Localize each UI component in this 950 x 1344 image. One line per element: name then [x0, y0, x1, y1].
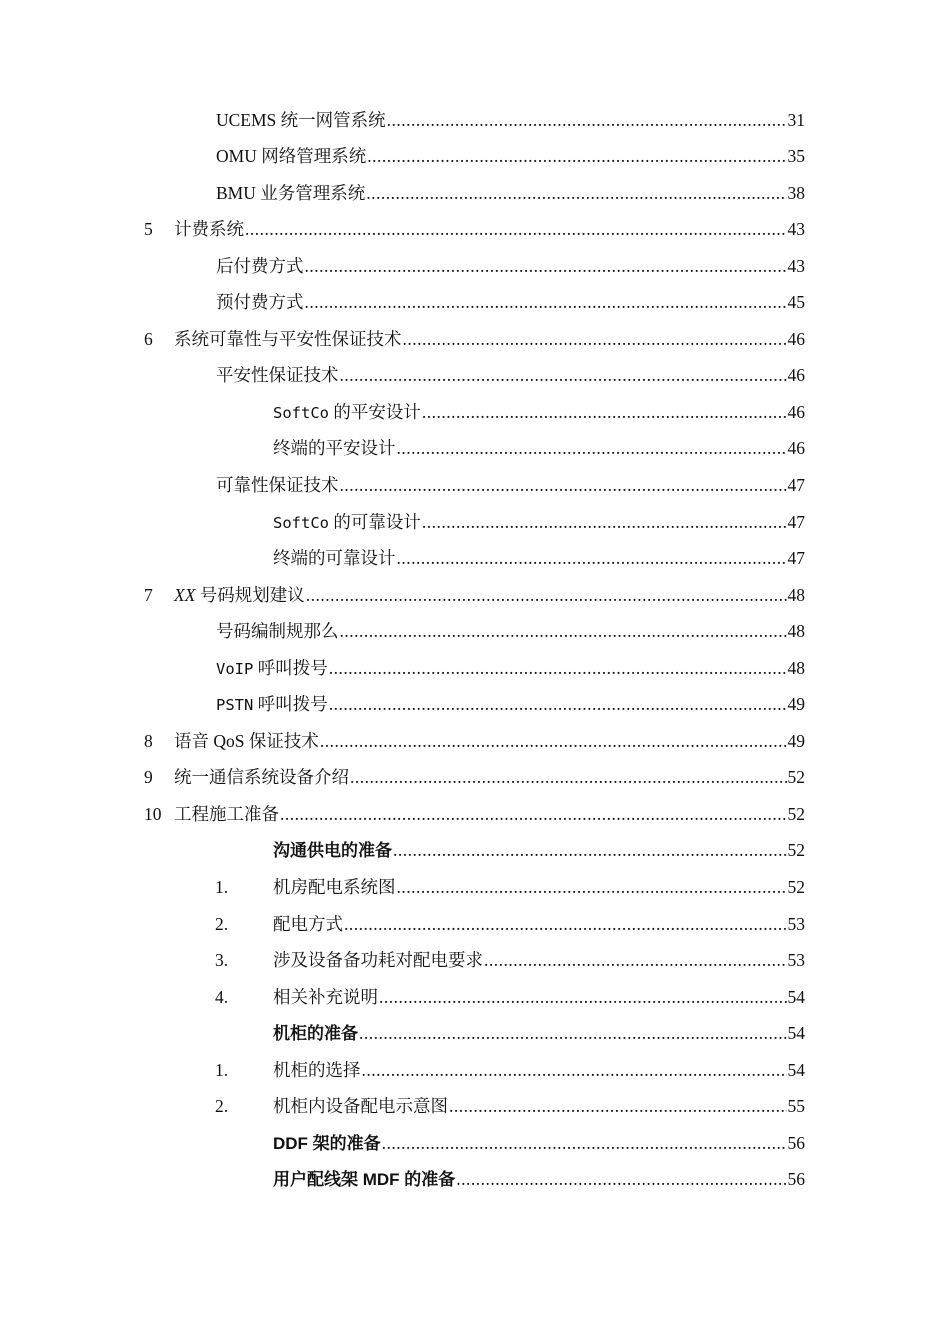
toc-entry-title-group — [273, 511, 421, 532]
toc-entry-title-group — [174, 584, 305, 605]
toc-entry-line — [273, 1171, 805, 1189]
toc-entry-number: 1. — [215, 877, 229, 897]
toc-entry-line — [273, 440, 805, 458]
toc-entry-title-group — [216, 294, 304, 312]
toc-entry-title-group — [174, 328, 402, 349]
toc-entry-title-group — [273, 842, 392, 859]
toc-entry-title-group — [174, 221, 244, 239]
toc-entry-title-group — [273, 550, 396, 568]
toc-page-number: 46 — [787, 438, 805, 459]
toc-entry-title: 号码规划建议 — [199, 584, 305, 605]
dot-leader — [344, 916, 787, 934]
toc-page-number: 52 — [787, 877, 805, 897]
toc-entry[interactable] — [0, 139, 950, 176]
toc-page-number: 55 — [787, 1096, 805, 1117]
toc-entry-title: 的可靠设计 — [333, 511, 421, 532]
toc-entry-line — [216, 109, 805, 130]
toc-entry[interactable] — [0, 321, 950, 358]
toc-entry-title: 后付费方式 — [216, 255, 304, 276]
toc-entry-line — [174, 803, 805, 824]
toc-entry-title: 网络管理系统 — [261, 146, 367, 167]
toc-page-number: 48 — [787, 584, 805, 605]
toc-entry-title: 的平安设计 — [333, 401, 421, 422]
toc-entry-title: 终端的可靠设计 — [273, 548, 396, 569]
toc-page-number: 46 — [787, 401, 805, 422]
toc-entry[interactable] — [0, 102, 950, 139]
dot-leader — [403, 331, 787, 349]
toc-entry-title-group — [273, 952, 483, 970]
toc-entry-title-group — [273, 879, 396, 897]
toc-entry-number: 3. — [215, 950, 229, 971]
dot-leader — [397, 440, 787, 458]
toc-entry-number: 6 — [144, 328, 153, 349]
toc-page-number: 54 — [787, 1059, 805, 1080]
toc-entry[interactable] — [0, 979, 950, 1016]
toc-entry-title: 计费系统 — [174, 219, 244, 240]
toc-entry-line — [174, 221, 805, 239]
toc-entry[interactable] — [0, 650, 950, 687]
toc-entry[interactable] — [0, 906, 950, 943]
dot-leader — [340, 623, 787, 641]
toc-entry[interactable] — [0, 723, 950, 760]
toc-entry-number: 1. — [215, 1059, 229, 1080]
toc-entry-title: 机柜内设备配电示意图 — [273, 1096, 448, 1117]
toc-entry-title-group — [273, 1025, 358, 1042]
toc-entry-title: 统一通信系统设备介绍 — [174, 767, 349, 788]
dot-leader — [422, 404, 787, 422]
toc-entry-title: 配电方式 — [273, 913, 343, 934]
toc-entry-title: 机房配电系统图 — [273, 877, 396, 897]
toc-entry-title-group — [273, 1135, 381, 1152]
toc-page-number: 52 — [787, 840, 805, 861]
toc-entry-line — [273, 1059, 805, 1080]
toc-entry[interactable] — [0, 431, 950, 468]
toc-entry-title-group — [216, 696, 328, 714]
toc-entry-title-group — [273, 1171, 455, 1188]
toc-entry-title: 语音 QoS 保证技术 — [174, 730, 319, 751]
toc-entry-title-group — [216, 255, 304, 276]
toc-entry-line — [216, 696, 805, 714]
toc-entry-title: 可靠性保证技术 — [216, 474, 339, 495]
toc-entry-number: 10 — [144, 803, 162, 824]
toc-entry[interactable] — [0, 1125, 950, 1162]
toc-entry-title: 平安性保证技术 — [216, 365, 339, 386]
toc-entry-title-group — [174, 769, 349, 787]
toc-page-number: 47 — [787, 511, 805, 532]
toc-entry-number: 8 — [144, 730, 153, 751]
dot-leader — [305, 258, 787, 276]
toc-entry-line — [273, 842, 805, 860]
toc-page-number: 45 — [787, 292, 805, 313]
dot-leader — [320, 733, 787, 751]
toc-entry-prefix: PSTN — [216, 696, 254, 715]
toc-entry-line — [174, 730, 805, 751]
toc-entry[interactable] — [0, 760, 950, 797]
dot-leader — [366, 185, 786, 203]
toc-page-number: 46 — [787, 365, 805, 386]
toc-entry-prefix: VoIP — [216, 659, 254, 678]
toc-entry-line — [216, 367, 805, 385]
toc-entry-title-group — [174, 730, 319, 751]
toc-entry-line — [174, 584, 805, 605]
dot-leader — [280, 806, 787, 824]
toc-entry[interactable] — [0, 394, 950, 431]
dot-leader — [456, 1171, 786, 1189]
dot-leader — [329, 696, 787, 714]
toc-entry[interactable] — [0, 1016, 950, 1053]
dot-leader — [397, 550, 787, 568]
toc-entry[interactable] — [0, 869, 950, 906]
toc-entry-prefix: BMU — [216, 182, 256, 203]
toc-entry-title-group — [273, 440, 396, 458]
dot-leader — [359, 1025, 787, 1043]
toc-entry[interactable] — [0, 1052, 950, 1089]
toc-entry-number: 9 — [144, 767, 153, 788]
toc-entry-line — [273, 952, 805, 970]
toc-page-number: 53 — [787, 913, 805, 934]
toc-entry[interactable] — [0, 248, 950, 285]
toc-entry-title-group — [273, 1059, 361, 1080]
dot-leader — [387, 112, 787, 130]
dot-leader — [484, 952, 787, 970]
toc-entry-title: 预付费方式 — [216, 292, 304, 313]
dot-leader — [350, 769, 787, 787]
toc-entry-line — [216, 657, 805, 678]
toc-entry-line — [273, 913, 805, 934]
toc-entry-line — [174, 769, 805, 787]
table-of-contents — [0, 102, 950, 1198]
toc-entry-prefix: SoftCo — [273, 403, 329, 422]
toc-entry-title-group — [216, 367, 339, 385]
toc-entry-number: 4. — [215, 986, 229, 1007]
toc-page-number: 31 — [787, 109, 805, 130]
toc-entry-line — [216, 474, 805, 495]
toc-entry-title: 号码编制规那么 — [216, 621, 339, 642]
toc-page-number: 54 — [787, 1023, 805, 1044]
toc-entry-title: 终端的平安设计 — [273, 438, 396, 459]
dot-leader — [329, 660, 787, 678]
toc-entry-line — [273, 1098, 805, 1116]
toc-page-number: 56 — [787, 1132, 805, 1153]
toc-entry[interactable] — [0, 504, 950, 541]
toc-page-number: 56 — [787, 1169, 805, 1190]
toc-entry-title: 工程施工准备 — [174, 803, 279, 824]
dot-leader — [393, 842, 787, 860]
toc-entry-title-group — [216, 623, 339, 641]
toc-entry[interactable] — [0, 358, 950, 395]
toc-page-number: 49 — [787, 730, 805, 751]
toc-entry-title-group — [273, 1098, 448, 1116]
dot-leader — [379, 989, 787, 1007]
dot-leader — [449, 1098, 787, 1116]
dot-leader — [340, 477, 787, 495]
toc-page-number: 43 — [787, 255, 805, 276]
toc-entry-title-group — [273, 913, 343, 934]
toc-entry-title: 用户配线架 MDF 的准备 — [273, 1170, 456, 1190]
toc-page-number: 38 — [787, 182, 805, 203]
toc-entry-prefix: SoftCo — [273, 513, 329, 532]
toc-entry-title-group — [216, 474, 339, 495]
toc-entry-title: 呼叫拨号 — [257, 657, 328, 678]
toc-entry-number: 2. — [215, 1096, 229, 1117]
dot-leader — [306, 587, 787, 605]
toc-page-number: 47 — [787, 474, 805, 495]
toc-entry[interactable] — [0, 943, 950, 980]
toc-entry[interactable] — [0, 285, 950, 322]
toc-entry-title: 涉及设备备功耗对配电要求 — [273, 950, 483, 971]
toc-entry-prefix: UCEMS — [216, 109, 277, 130]
toc-entry-prefix: XX — [174, 584, 196, 605]
dot-leader — [397, 879, 787, 897]
toc-entry-line — [216, 623, 805, 641]
toc-page-number: 35 — [787, 146, 805, 167]
toc-entry-title: 业务管理系统 — [260, 182, 366, 203]
toc-entry[interactable] — [0, 614, 950, 651]
toc-page-number: 46 — [787, 328, 805, 349]
toc-entry-title-group — [216, 148, 366, 166]
toc-entry-title-group — [216, 657, 328, 678]
toc-entry-title-group — [216, 182, 366, 203]
toc-entry-line — [273, 511, 805, 532]
toc-entry[interactable] — [0, 541, 950, 578]
toc-entry-line — [273, 1025, 805, 1043]
toc-entry-title-group — [273, 986, 378, 1007]
toc-entry[interactable] — [0, 212, 950, 249]
toc-page-number: 49 — [787, 694, 805, 715]
toc-entry[interactable] — [0, 833, 950, 870]
toc-entry-line — [273, 1132, 805, 1153]
toc-entry-line — [273, 550, 805, 568]
toc-entry-title: 沟通供电的准备 — [273, 841, 392, 861]
toc-entry-number: 7 — [144, 584, 153, 605]
dot-leader — [305, 294, 787, 312]
toc-page-number: 48 — [787, 657, 805, 678]
toc-entry-title-group — [174, 803, 279, 824]
toc-entry[interactable] — [0, 467, 950, 504]
dot-leader — [367, 148, 786, 166]
toc-page-number: 52 — [787, 803, 805, 824]
toc-entry-number: 5 — [144, 219, 153, 240]
toc-entry-title: 统一网管系统 — [280, 109, 386, 130]
toc-entry-line — [273, 401, 805, 422]
toc-entry-title-group — [216, 109, 386, 130]
dot-leader — [422, 514, 787, 532]
dot-leader — [245, 221, 787, 239]
toc-entry-line — [216, 148, 805, 166]
toc-entry-title: 系统可靠性与平安性保证技术 — [174, 328, 402, 349]
dot-leader — [382, 1135, 787, 1153]
toc-entry-number: 2. — [215, 913, 229, 934]
toc-entry-title: 相关补充说明 — [273, 986, 378, 1007]
toc-entry-title: DDF 架的准备 — [273, 1133, 381, 1153]
toc-entry[interactable] — [0, 175, 950, 212]
toc-page-number: 48 — [787, 621, 805, 642]
toc-entry[interactable] — [0, 1089, 950, 1126]
toc-entry[interactable] — [0, 687, 950, 724]
toc-entry-title-group — [273, 401, 421, 422]
toc-entry-line — [216, 255, 805, 276]
toc-page-number: 47 — [787, 548, 805, 569]
toc-entry[interactable] — [0, 1162, 950, 1199]
toc-entry-line — [216, 182, 805, 203]
toc-entry-title: 呼叫拨号 — [257, 694, 328, 715]
toc-entry-line — [216, 294, 805, 312]
toc-entry[interactable] — [0, 577, 950, 614]
dot-leader — [340, 367, 787, 385]
toc-entry-line — [273, 879, 805, 897]
toc-entry-line — [174, 328, 805, 349]
toc-entry-title: 机柜的准备 — [273, 1024, 358, 1044]
toc-entry[interactable] — [0, 796, 950, 833]
toc-page-number: 43 — [787, 219, 805, 240]
dot-leader — [362, 1062, 787, 1080]
toc-entry-prefix: OMU — [216, 146, 257, 167]
toc-page-number: 53 — [787, 950, 805, 971]
toc-page-number: 52 — [787, 767, 805, 788]
toc-entry-line — [273, 986, 805, 1007]
toc-page-number: 54 — [787, 986, 805, 1007]
toc-entry-title: 机柜的选择 — [273, 1059, 361, 1080]
